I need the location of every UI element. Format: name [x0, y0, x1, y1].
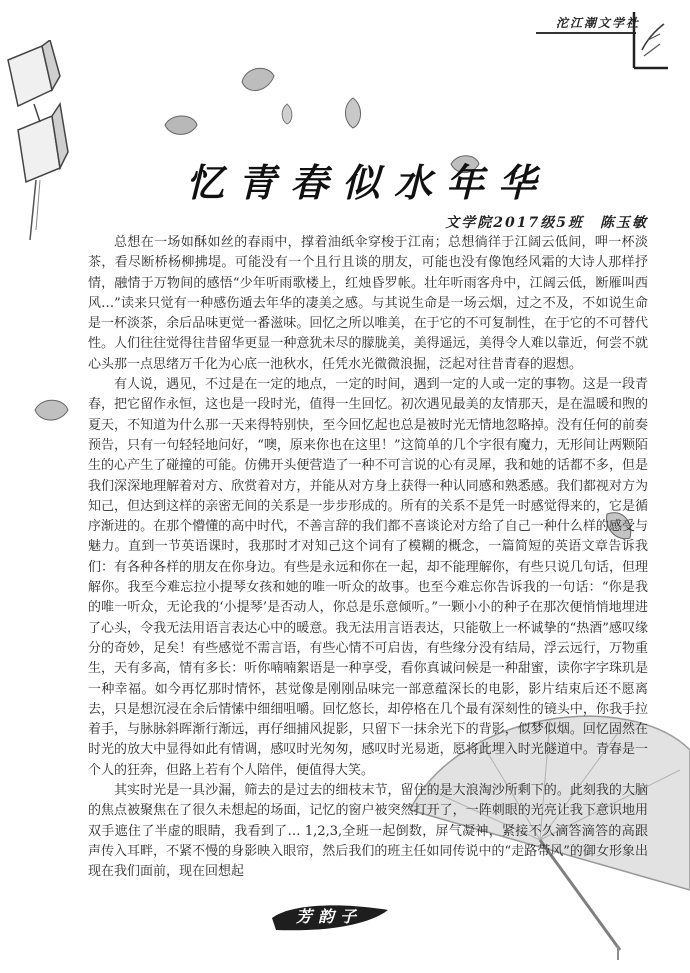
masthead-rule: [536, 32, 636, 34]
lantern-illustration: [0, 40, 80, 250]
petal-decoration: [238, 64, 278, 98]
petal-decoration: [278, 102, 296, 126]
bamboo-sketch-icon: [630, 10, 670, 70]
article-paragraph: 有人说，遇见，不过是在一定的地点，一定的时间，遇到一定的人或一定的事物。这是一段青春，把它留作永恒，这也是一段时光，值得一生回忆。初次遇见最美的友情那天，是在温暖和煦的夏天，不知道为什么那一天来得特别快，至今回忆起也总是被时光无情地忽略掉。没有任何的前奏预告，只有一句轻轻地问好，“噢，原来你也在这里！”这简单的几个字很有魔力，无形间让两颗陌生的心产生了碰撞的可能。仿佛开头便营造了一种不可言说的心有灵犀，我和她的话都不多，但是我们深深地理解着对方、欣赏着对方，并能从对方身上获得一种认同感和熟悉感。我们都视对方为知己，但达到这样的亲密无间的关系是一步步形成的。所有的关系不是凭一时感觉得来的，它是循序渐进的。在那个懵懂的高中时代，不善言辞的我们都不喜谈论对方给了自己一种什么样的感受与魅力。直到一节英语课时，我那时才对知己这个词有了模糊的概念，一篇简短的英语文章告诉我们：有各种各样的朋友在你身边。有些是永远和你在一起，却不能理解你，有些只说几句话，但理解你。我至今难忘拉小提琴女孩和她的唯一听众的故事。也至今难忘你告诉我的一句话：“你是我的唯一听众，无论我的‘小提琴’是否动人，你总是乐意倾听。”一颗小小的种子在那次便悄悄地埋进了心头，令我无法用语言表达心中的暖意。我无法用言语表达，只能敬上一杯诚挚的“热酒”感叹缘分的奇妙，足矣！有些感觉不需言语，有些心情不可启齿，有些缘分没有结局，浮云远行，万物重生，天有多高，情有多长：听你喃喃絮语是一种享受，看你真诚问候是一种甜蜜，读你字字珠玑是一种幸福。如今再忆那时情怀，甚觉像是刚刚品味完一部意蕴深长的电影，影片结束后还不愿离去，只是想沉浸在余后情愫中细细咀嚼。回忆悠长，却停格在几个最有深刻性的镜头中，你我手拉着手，与脉脉斜晖渐行渐远，再仔细捕风捉影，只留下一抹余光下的背影，似梦似烟。回忆固然在时光的放大中显得如此有情调，感叹时光匆匆，感叹时光易逝，愿将此埋入时光隧道中。青春是一个人的狂奔，但路上若有个人陪伴，便值得大笑。: [88, 377, 648, 778]
article-title: 忆青春似水年华: [186, 160, 551, 205]
petal-decoration: [32, 394, 72, 426]
footer-stamp: 芳韵子: [296, 907, 363, 926]
article-paragraph: 其实时光是一具沙漏，筛去的是过去的细枝末节，留住的是大浪淘沙所剩下的。此刻我的大脑的焦点被聚焦在了很久未想起的场面，记忆的窗户被突然打开了，一阵刺眼的光亮让我下意识地用双手遮住了半虚的眼睛，我看到了… 1,2,3,全班一起倒数，屏气凝神，紧接不久滴答滴答的高跟声传入耳畔，不紧不慢的身影映入眼帘，然后我们的班主任如同传说中的“走路带风”的御女形象出现在我们面前，现在回想起: [88, 783, 648, 880]
article-byline: 文学院2017级5班 陈玉敏: [445, 215, 648, 231]
petal-decoration: [162, 110, 200, 140]
article-paragraph: 总想在一场如酥如丝的春雨中，撑着油纸伞穿梭于江南；总想徜徉于江阔云低间，呷一杯淡茶，看尽断桥杨柳拂堤。可能没有一个且行且谈的朋友，可能也没有像饱经风霜的大诗人那样抒情，融情于万物间的感悟“少年听雨歌楼上，红烛昏罗帐。壮年听雨客舟中，江阔云低，断雁叫西风…”读来只觉有一种感伤遁去年华的凄美之感。与其说生命是一场云烟，过之不及，不如说生命是一杯淡茶，余后品味更觉一番滋味。回忆之所以唯美，在于它的不可复制性，在于它的不可替代性。人们往往觉得往昔留华更显一种意犹未尽的朦胧美，美得遥远，美得令人难以靠近，何尝不就心头那一点思绪万千化为心底一池秋水，任凭水光微微浪掘，泛起对往昔青春的遐想。: [88, 235, 648, 372]
article-body: [88, 233, 648, 883]
petal-decoration: [340, 96, 366, 130]
masthead: 沱江潮文学社: [555, 16, 640, 30]
